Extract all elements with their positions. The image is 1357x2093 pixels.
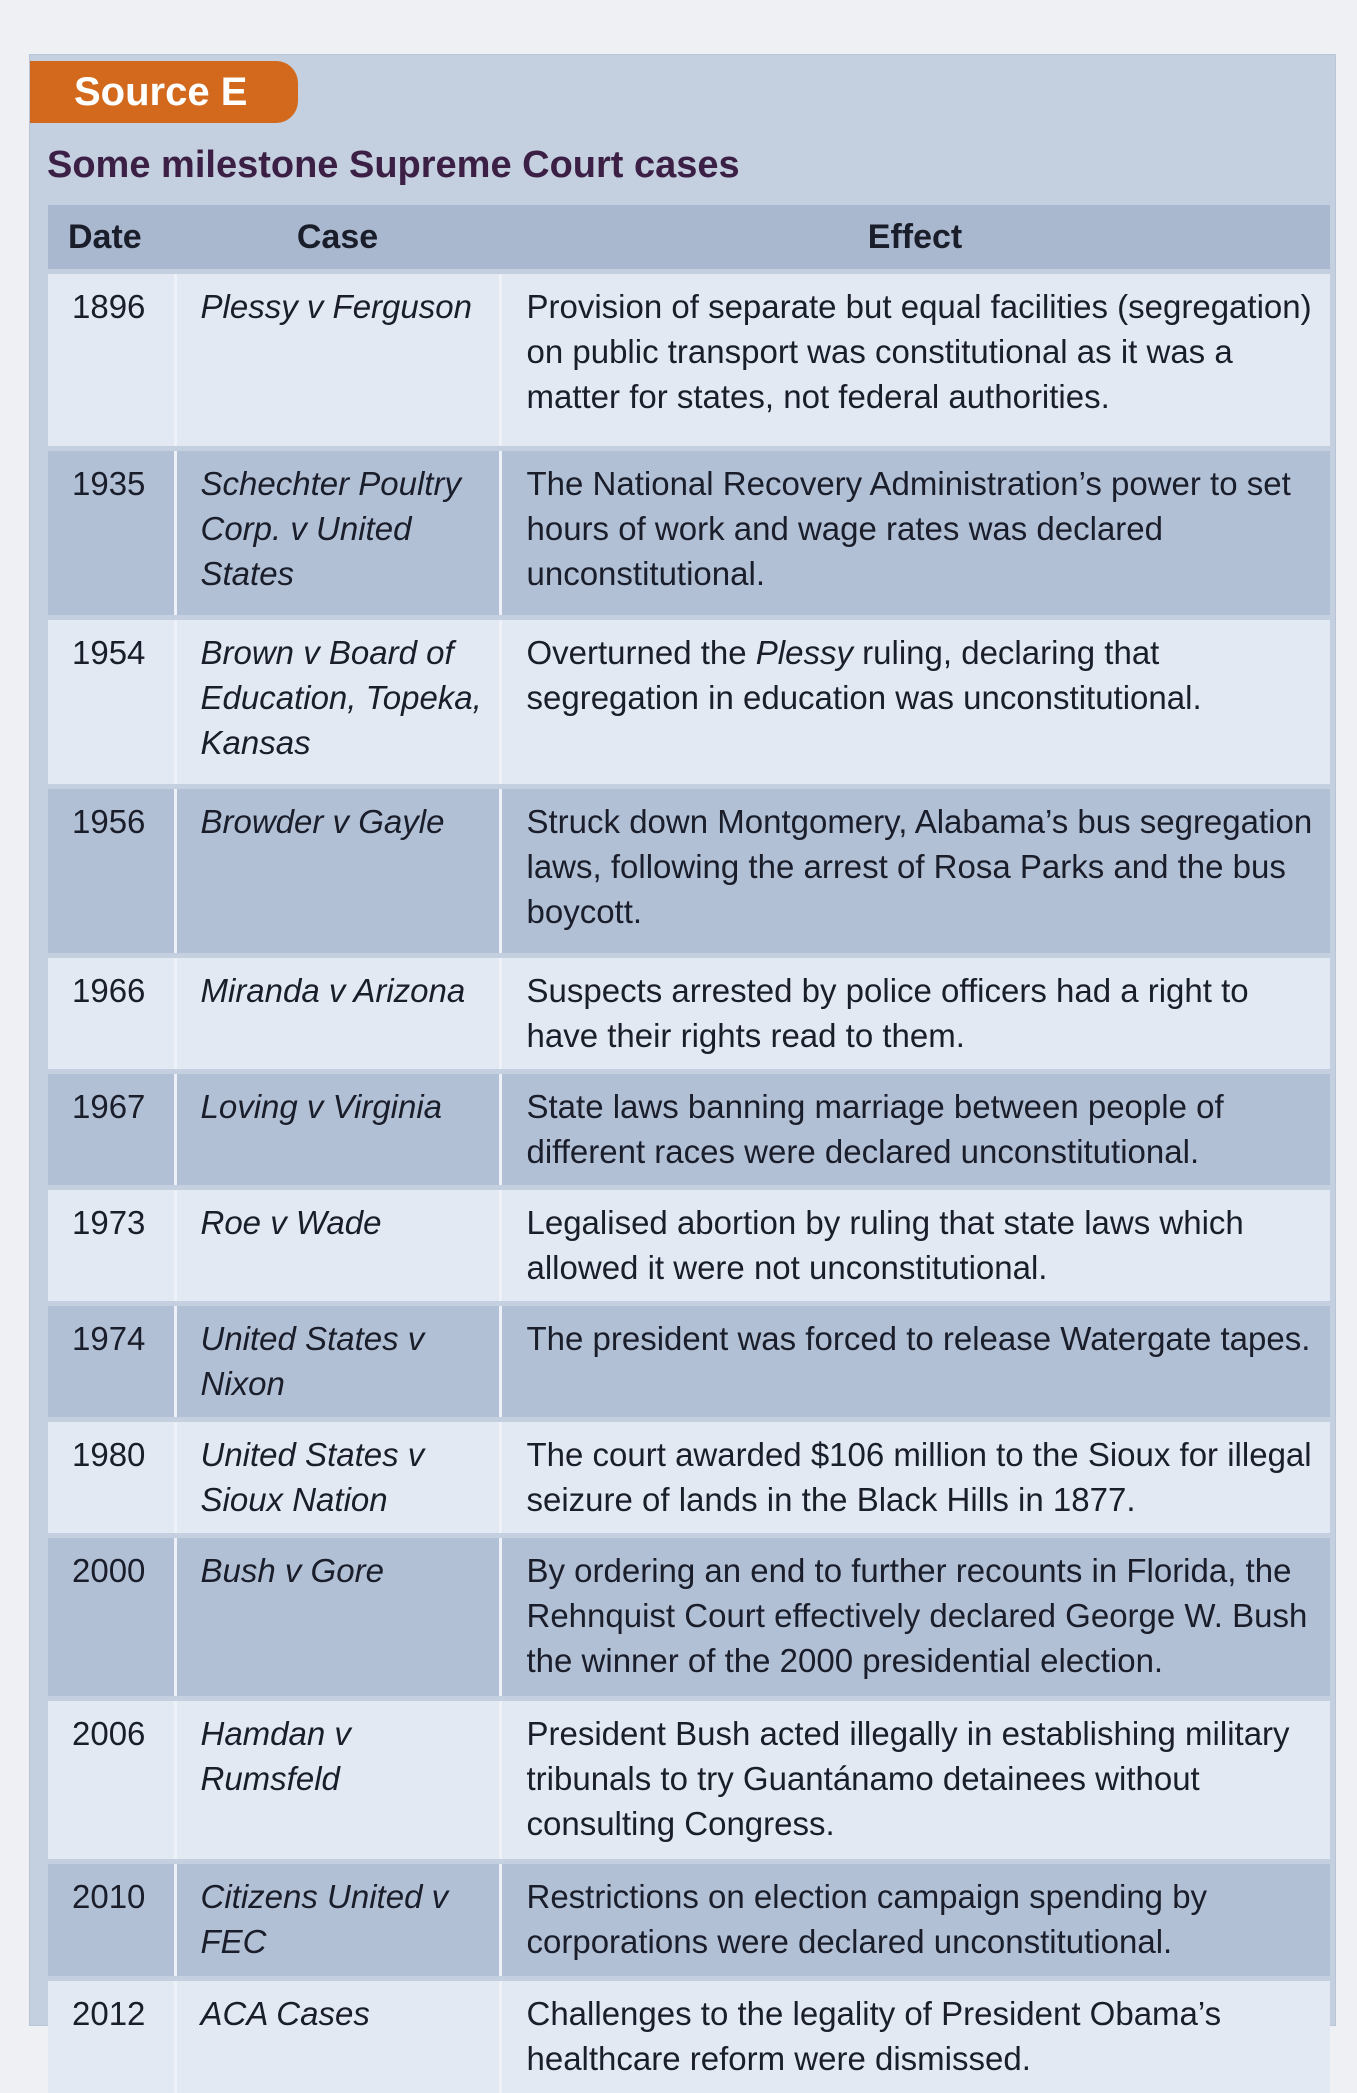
row-date: 1980 [48,1420,175,1536]
row-case: Schechter Poultry Corp. v United States [175,449,500,618]
row-case: Loving v Virginia [175,1072,500,1188]
row-case: Browder v Gayle [175,787,500,956]
row-date: 1973 [48,1188,175,1304]
row-case: Bush v Gore [175,1536,500,1699]
row-case: United States v Nixon [175,1304,500,1420]
header-case: Case [175,205,500,272]
table-row [48,449,1330,618]
row-effect: Challenges to the legality of President Obama’s healthcare reform were dismissed. [500,1979,1330,2093]
table-row [48,1979,1330,2093]
row-effect: Provision of separate but equal facilities (segregation) on public transport was constitutional as it was a matter for states, not federal authorities. [500,272,1330,449]
row-date: 1935 [48,449,175,618]
row-date: 1954 [48,618,175,787]
row-effect: President Bush acted illegally in establishing military tribunals to try Guantánamo detainees without consulting Congress. [500,1699,1330,1862]
header-row [48,205,1330,272]
row-effect: The court awarded $106 million to the Sioux for illegal seizure of lands in the Black Hills in 1877. [500,1420,1330,1536]
table-row [48,1862,1330,1979]
header-date: Date [48,205,175,272]
cases-table [48,205,1330,2093]
row-effect: The National Recovery Administration’s power to set hours of work and wage rates was declared unconstitutional. [500,449,1330,618]
table-row [48,1188,1330,1304]
row-effect: State laws banning marriage between people of different races were declared unconstitutional. [500,1072,1330,1188]
row-date: 2006 [48,1699,175,1862]
table-row [48,956,1330,1072]
row-date: 1896 [48,272,175,449]
source-panel [30,55,1335,2025]
table-row [48,618,1330,787]
row-date: 1967 [48,1072,175,1188]
table-row [48,1699,1330,1862]
row-case: Brown v Board of Education, Topeka, Kansas [175,618,500,787]
row-effect-post: ruling, declaring that segregation in education was unconstitutional. [527,634,1202,716]
row-case: Hamdan v Rumsfeld [175,1699,500,1862]
row-effect-italic: Plessy [756,634,853,671]
row-date: 1966 [48,956,175,1072]
row-case: Roe v Wade [175,1188,500,1304]
header-effect: Effect [500,205,1330,272]
table-title: Some milestone Supreme Court cases [47,144,740,187]
row-date: 2000 [48,1536,175,1699]
row-effect: Legalised abortion by ruling that state laws which allowed it were not unconstitutional. [500,1188,1330,1304]
table-row [48,1072,1330,1188]
row-effect: Suspects arrested by police officers had a right to have their rights read to them. [500,956,1330,1072]
row-case: Citizens United v FEC [175,1862,500,1979]
table-row [48,1536,1330,1699]
source-label-tab: Source E [30,61,298,123]
row-case: Miranda v Arizona [175,956,500,1072]
row-effect-pre: Overturned the [527,634,756,671]
row-date: 2012 [48,1979,175,2093]
row-case: ACA Cases [175,1979,500,2093]
table-row [48,1304,1330,1420]
row-case: United States v Sioux Nation [175,1420,500,1536]
row-effect: Struck down Montgomery, Alabama’s bus segregation laws, following the arrest of Rosa Parks and the bus boycott. [500,787,1330,956]
row-date: 1956 [48,787,175,956]
row-case: Plessy v Ferguson [175,272,500,449]
row-effect [500,618,1330,787]
row-effect: Restrictions on election campaign spending by corporations were declared unconstitutional. [500,1862,1330,1979]
table-row [48,787,1330,956]
table-row [48,272,1330,449]
row-date: 1974 [48,1304,175,1420]
row-effect: By ordering an end to further recounts in Florida, the Rehnquist Court effectively declared George W. Bush the winner of the 2000 presidential election. [500,1536,1330,1699]
row-date: 2010 [48,1862,175,1979]
table-row [48,1420,1330,1536]
row-effect: The president was forced to release Watergate tapes. [500,1304,1330,1420]
